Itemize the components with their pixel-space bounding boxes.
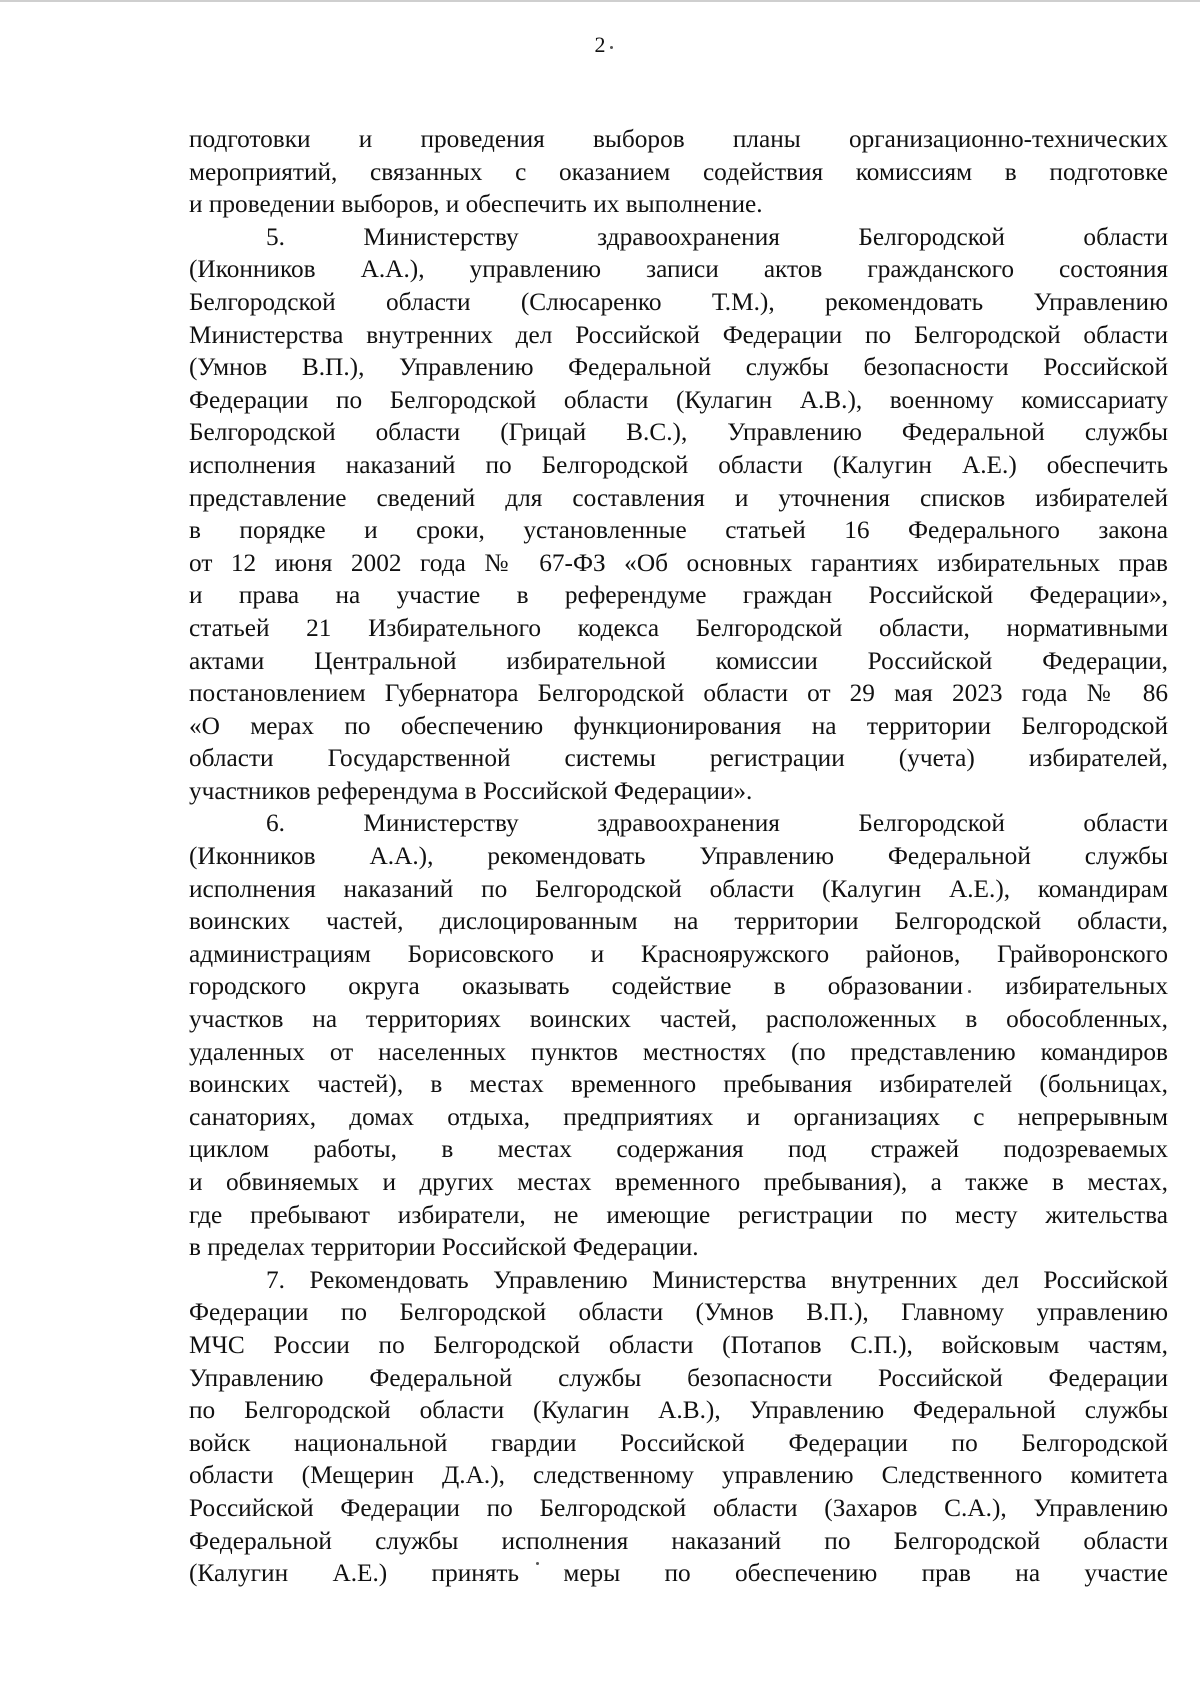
page-number: 2 xyxy=(594,32,606,57)
text-line: и права на участие в референдуме граждан Российской Федерации», xyxy=(189,581,1168,610)
text-line: Министерства внутренних дел Российской Федерации по Белгородской области xyxy=(189,320,1168,349)
text-line: воинских частей, дислоцированным на территории Белгородской области, xyxy=(189,907,1168,936)
text-line: «О мерах по обеспечению функционирования на территории Белгородской xyxy=(189,711,1168,740)
text-line: и обвиняемых и других местах временного пребывания), а также в местах, xyxy=(189,1168,1168,1196)
text-line: по Белгородской области (Кулагин А.В.), Управлению Федеральной службы xyxy=(189,1396,1168,1425)
text-line: исполнения наказаний по Белгородской области (Калугин А.Е.), командирам xyxy=(189,874,1168,903)
text-line: представление сведений для составления и уточнения списков избирателей xyxy=(189,483,1168,512)
text-line: статьей 21 Избирательного кодекса Белгородской области, нормативными xyxy=(189,613,1168,642)
text-line: санаториях, домах отдыха, предприятиях и организациях с непрерывным xyxy=(189,1102,1168,1131)
text-line: актами Центральной избирательной комиссии Российской Федерации, xyxy=(189,646,1168,675)
text-line: исполнения наказаний по Белгородской области (Калугин А.Е.) обеспечить xyxy=(189,450,1168,479)
text-line: мероприятий, связанных с оказанием содействия комиссиям в подготовке xyxy=(189,157,1168,186)
text-line: области (Мещерин Д.А.), следственному управлению Следственного комитета xyxy=(189,1461,1168,1490)
text-line: Федеральной службы исполнения наказаний по Белгородской области xyxy=(189,1526,1168,1555)
text-line: городского округа оказывать содействие в образовании избирательных xyxy=(189,972,1168,1001)
text-line: области Государственной системы регистрации (учета) избирателей, xyxy=(189,744,1168,773)
text-line: от 12 июня 2002 года № 67-ФЗ «Об основных гарантиях избирательных прав xyxy=(189,548,1168,577)
text-line: Федерации по Белгородской области (Кулагин А.В.), военному комиссариату xyxy=(189,385,1168,414)
text-line: администрациям Борисовского и Краснояружского районов, Грайворонского xyxy=(189,939,1168,968)
text-line: (Умнов В.П.), Управлению Федеральной службы безопасности Российской xyxy=(189,353,1168,382)
text-line: МЧС России по Белгородской области (Потапов С.П.), войсковым частям, xyxy=(189,1330,1168,1359)
paragraph-5-first-line: 5. Министерству здравоохранения Белгородской области xyxy=(266,222,1168,251)
text-line: в порядке и сроки, установленные статьей 16 Федерального закона xyxy=(189,516,1168,545)
scan-speck xyxy=(610,46,613,49)
document-body xyxy=(189,123,1168,1590)
paragraph-7-first-line: 7. Рекомендовать Управлению Министерства внутренних дел Российской xyxy=(266,1265,1168,1294)
text-line: Белгородской области (Грицай В.С.), Управлению Федеральной службы xyxy=(189,418,1168,447)
text-line: участков на территориях воинских частей, расположенных в обособленных, xyxy=(189,1005,1168,1034)
text-line: Федерации по Белгородской области (Умнов В.П.), Главному управлению xyxy=(189,1298,1168,1327)
text-line: где пребывают избиратели, не имеющие регистрации по месту жительства xyxy=(189,1200,1168,1229)
text-line: удаленных от населенных пунктов местностях (по представлению командиров xyxy=(189,1037,1168,1066)
text-line: в пределах территории Российской Федерации. xyxy=(189,1233,699,1262)
text-line: и проведении выборов, и обеспечить их выполнение. xyxy=(189,190,763,219)
text-line: постановлением Губернатора Белгородской области от 29 мая 2023 года № 86 xyxy=(189,679,1168,708)
paragraph-6-first-line: 6. Министерству здравоохранения Белгородской области xyxy=(266,809,1168,838)
text-line: Управлению Федеральной службы безопасности Российской Федерации xyxy=(189,1363,1168,1392)
text-line: Белгородской области (Слюсаренко Т.М.), рекомендовать Управлению xyxy=(189,287,1168,316)
scan-top-edge xyxy=(0,0,1200,2)
text-line: (Иконников А.А.), рекомендовать Управлению Федеральной службы xyxy=(189,842,1168,871)
text-line: циклом работы, в местах содержания под стражей подозреваемых xyxy=(189,1135,1168,1164)
text-line: участников референдума в Российской Федерации». xyxy=(189,776,753,805)
text-line: воинских частей), в местах временного пребывания избирателей (больницах, xyxy=(189,1070,1168,1099)
text-line: Российской Федерации по Белгородской области (Захаров С.А.), Управлению xyxy=(189,1493,1168,1522)
text-line: (Калугин А.Е.) принять меры по обеспечению прав на участие xyxy=(189,1559,1168,1588)
text-line: подготовки и проведения выборов планы организационно-технических xyxy=(189,125,1168,153)
text-line: (Иконников А.А.), управлению записи актов гражданского состояния xyxy=(189,255,1168,284)
text-line: войск национальной гвардии Российской Федерации по Белгородской xyxy=(189,1428,1168,1457)
